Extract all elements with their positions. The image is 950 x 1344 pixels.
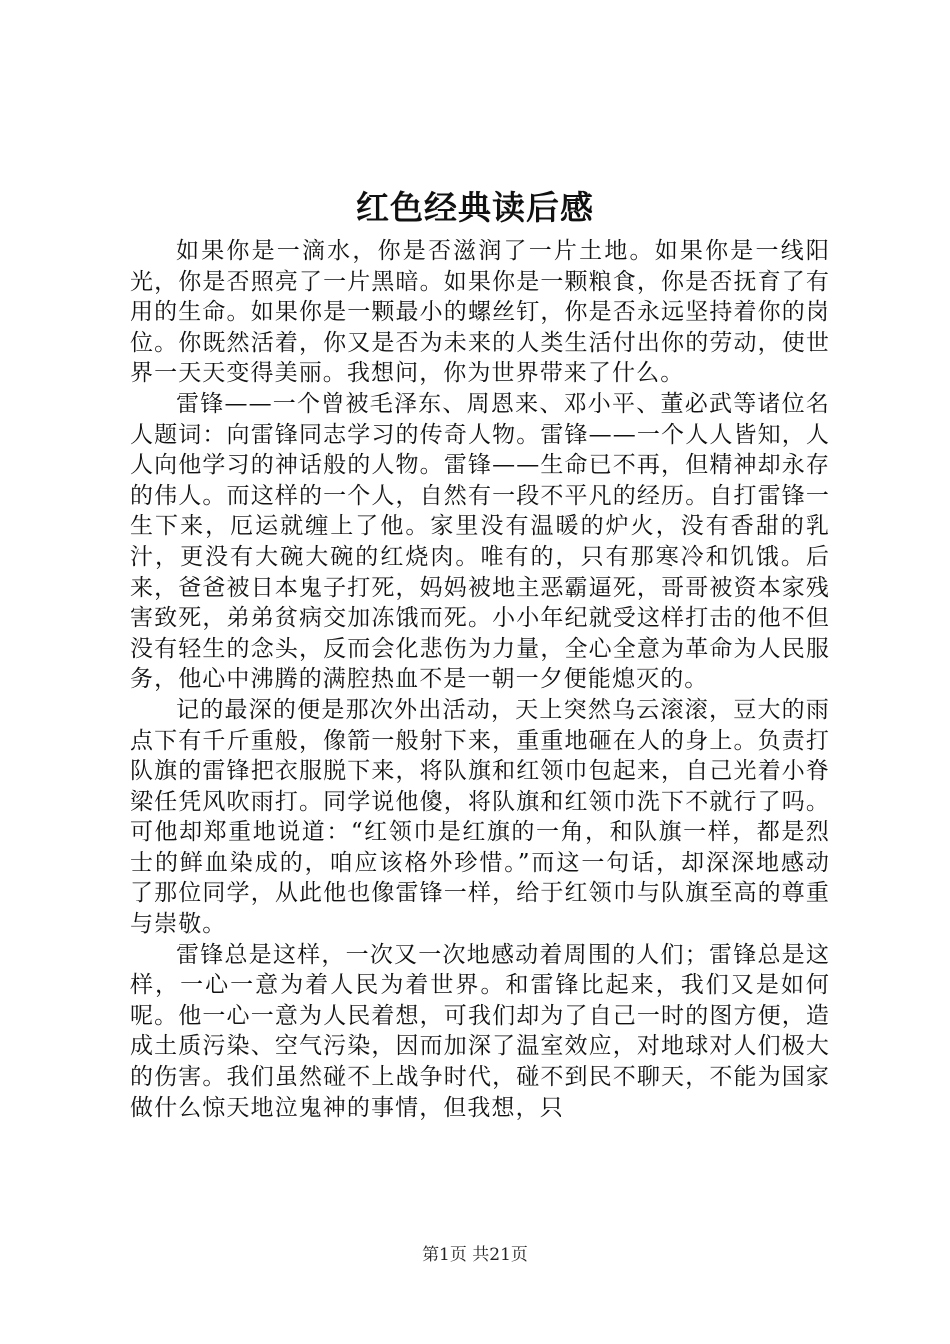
paragraph-4: 雷锋总是这样，一次又一次地感动着周围的人们；雷锋总是这样，一心一意为着人民为着世界。和雷锋比起来，我们又是如何呢。他一心一意为人民着想，可我们却为了自己一时的图方便，造成土质污染、空气污染，因而加深了温室效应，对地球对人们极大的伤害。我们虽然碰不上战争时代，碰不到民不聊天，不能为国家做什么惊天地泣鬼神的事情，但我想，只: [130, 941, 830, 1121]
paragraph-1: 如果你是一滴水，你是否滋润了一片土地。如果你是一线阳光，你是否照亮了一片黑暗。如果你是一颗粮食，你是否抚育了有用的生命。如果你是一颗最小的螺丝钉，你是否永远坚持着你的岗位。你既然活着，你又是否为未来的人类生活付出你的劳动，使世界一天天变得美丽。我想问，你为世界带来了什么。: [130, 238, 830, 387]
document-title: 红色经典读后感: [356, 188, 594, 227]
page-number-footer: 第1页 共21页: [422, 1245, 528, 1265]
document-body: [130, 236, 830, 1123]
paragraph-2: 雷锋——一个曾被毛泽东、周恩来、邓小平、董必武等诸位名人题词：向雷锋同志学习的传奇人物。雷锋——一个人人皆知，人人向他学习的神话般的人物。雷锋——生命已不再，但精神却永存的伟人。而这样的一个人，自然有一段不平凡的经历。自打雷锋一生下来，厄运就缠上了他。家里没有温暖的炉火，没有香甜的乳汁，更没有大碗大碗的红烧肉。唯有的，只有那寒冷和饥饿。后来，爸爸被日本鬼子打死，妈妈被地主恶霸逼死，哥哥被资本家残害致死，弟弟贫病交加冻饿而死。小小年纪就受这样打击的他不但没有轻生的念头，反而会化悲伤为力量，全心全意为革命为人民服务，他心中沸腾的满腔热血不是一朝一夕便能熄灭的。: [130, 390, 830, 693]
paragraph-3: 记的最深的便是那次外出活动，天上突然乌云滚滚，豆大的雨点下有千斤重般，像箭一般射下来，重重地砸在人的身上。负责打队旗的雷锋把衣服脱下来，将队旗和红领巾包起来，自己光着小脊梁任凭风吹雨打。同学说他傻，将队旗和红领巾洗下不就行了吗。可他却郑重地说道：“红领巾是红旗的一角，和队旗一样，都是烈士的鲜血染成的，咱应该格外珍惜。”而这一句话，却深深地感动了那位同学，从此他也像雷锋一样，给于红领巾与队旗至高的尊重与崇敬。: [130, 696, 830, 938]
